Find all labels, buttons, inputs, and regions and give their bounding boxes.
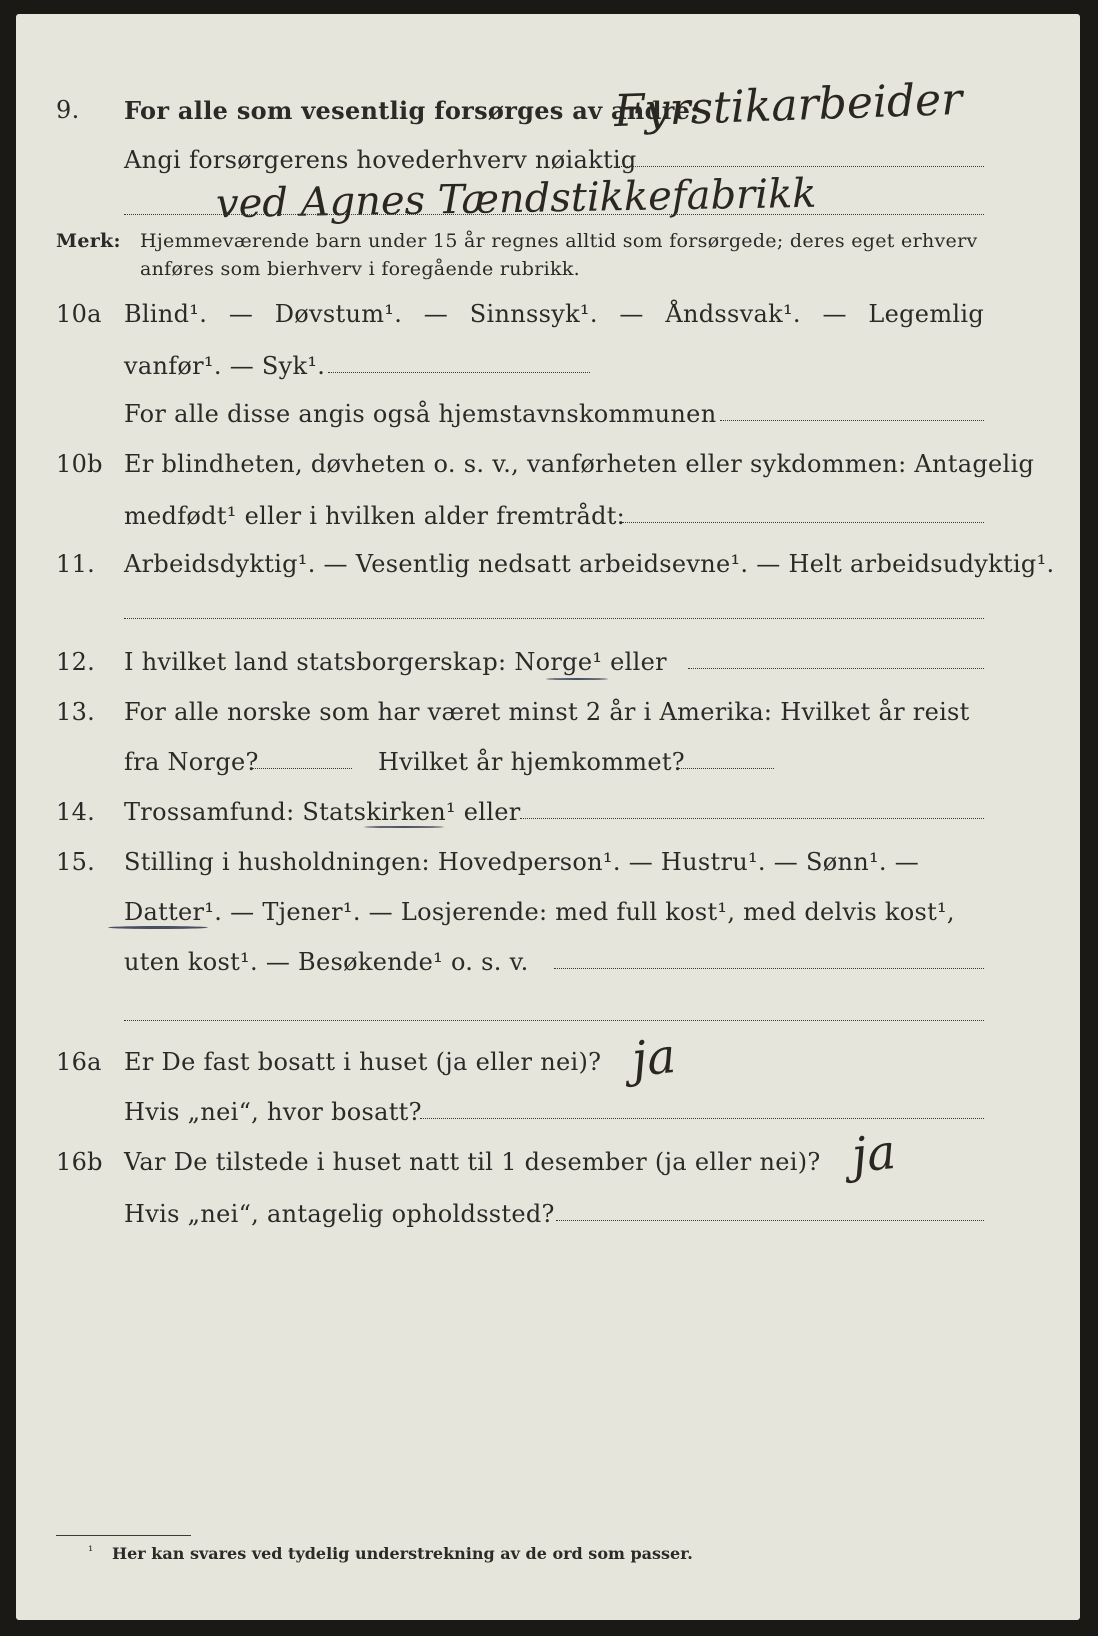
answer-line[interactable] bbox=[616, 166, 984, 167]
question-text: For alle disse angis også hjemstavnskommunen bbox=[124, 400, 717, 428]
answer-line[interactable] bbox=[520, 818, 984, 819]
answer-line[interactable] bbox=[124, 214, 984, 215]
option-word: Åndssvak¹. bbox=[665, 300, 801, 328]
option-word: Blind¹. bbox=[124, 300, 208, 328]
question-number: 13. bbox=[56, 698, 96, 726]
handwritten-answer-16b: ja bbox=[849, 1123, 899, 1185]
answer-line[interactable] bbox=[124, 1020, 984, 1021]
note-label: Merk: bbox=[56, 230, 121, 252]
underline-mark bbox=[546, 678, 608, 680]
question-text: Hvis „nei“, antagelig opholdssted? bbox=[124, 1200, 555, 1228]
option-word: — bbox=[423, 300, 449, 328]
option-word: — bbox=[619, 300, 644, 328]
question-text: Er blindheten, døvheten o. s. v., vanførheten eller sykdommen: Antagelig bbox=[124, 450, 1035, 478]
answer-line[interactable] bbox=[328, 372, 590, 373]
handwritten-answer-occupation: Fyrstikarbeider bbox=[613, 73, 963, 138]
question-number: 15. bbox=[56, 848, 96, 876]
question-number: 16b bbox=[56, 1148, 103, 1176]
handwritten-answer-16a: ja bbox=[629, 1027, 679, 1089]
question-text: Hvilket år hjemkommet? bbox=[378, 748, 685, 776]
answer-line[interactable] bbox=[556, 1220, 984, 1221]
answer-line[interactable] bbox=[252, 768, 352, 769]
note-text: anføres som bierhverv i foregående rubrikk. bbox=[140, 258, 580, 280]
question-number: 10a bbox=[56, 300, 102, 328]
answer-line[interactable] bbox=[720, 420, 984, 421]
question-text bbox=[124, 300, 984, 328]
question-text: Var De tilstede i huset natt til 1 desember (ja eller nei)? bbox=[124, 1148, 821, 1176]
question-text: Angi forsørgerens hovederhverv nøiaktig bbox=[124, 146, 637, 174]
footnote-mark: ¹ bbox=[88, 1544, 94, 1559]
footnote-rule bbox=[56, 1535, 191, 1536]
option-word: Døvstum¹. bbox=[274, 300, 403, 328]
answer-line[interactable] bbox=[678, 768, 774, 769]
question-number: 11. bbox=[56, 550, 96, 578]
answer-line[interactable] bbox=[420, 1118, 984, 1119]
question-text: medfødt¹ eller i hvilken alder fremtrådt: bbox=[124, 502, 626, 530]
question-text: For alle som vesentlig forsørges av andre: bbox=[124, 96, 700, 125]
option-word: — bbox=[822, 300, 847, 328]
option-word: Sinnssyk¹. bbox=[469, 300, 598, 328]
question-text: Stilling i husholdningen: Hovedperson¹. — Hustru¹. — Sønn¹. — bbox=[124, 848, 920, 876]
question-text: fra Norge? bbox=[124, 748, 259, 776]
question-text: I hvilket land statsborgerskap: Norge¹ eller bbox=[124, 648, 667, 676]
note-text: Hjemmeværende barn under 15 år regnes alltid som forsørgede; deres eget erhverv bbox=[140, 230, 978, 252]
question-text: Hvis „nei“, hvor bosatt? bbox=[124, 1098, 422, 1126]
question-text: Arbeidsdyktig¹. — Vesentlig nedsatt arbeidsevne¹. — Helt arbeidsudyktig¹. bbox=[124, 550, 1055, 578]
census-form-page bbox=[16, 14, 1080, 1620]
question-text: uten kost¹. — Besøkende¹ o. s. v. bbox=[124, 948, 529, 976]
question-text: Er De fast bosatt i huset (ja eller nei)? bbox=[124, 1048, 602, 1076]
answer-line[interactable] bbox=[554, 968, 984, 969]
question-text: For alle norske som har været minst 2 år i Amerika: Hvilket år reist bbox=[124, 698, 970, 726]
question-number: 12. bbox=[56, 648, 96, 676]
underline-mark bbox=[108, 926, 208, 929]
question-number: 9. bbox=[56, 96, 80, 124]
handwritten-answer-employer: ved Agnes Tændstikkefabrikk bbox=[215, 170, 817, 228]
question-number: 14. bbox=[56, 798, 96, 826]
question-text: Trossamfund: Statskirken¹ eller bbox=[124, 798, 521, 826]
question-text: Datter¹. — Tjener¹. — Losjerende: med full kost¹, med delvis kost¹, bbox=[124, 898, 955, 926]
option-word: Legemlig bbox=[868, 300, 984, 328]
question-text: vanfør¹. — Syk¹. bbox=[124, 352, 326, 380]
underline-mark bbox=[364, 826, 444, 828]
question-number: 16a bbox=[56, 1048, 102, 1076]
footnote-text: Her kan svares ved tydelig understrekning av de ord som passer. bbox=[112, 1544, 693, 1563]
answer-line[interactable] bbox=[622, 522, 984, 523]
answer-line[interactable] bbox=[688, 668, 984, 669]
answer-line[interactable] bbox=[124, 618, 984, 619]
option-word: — bbox=[228, 300, 254, 328]
question-number: 10b bbox=[56, 450, 103, 478]
